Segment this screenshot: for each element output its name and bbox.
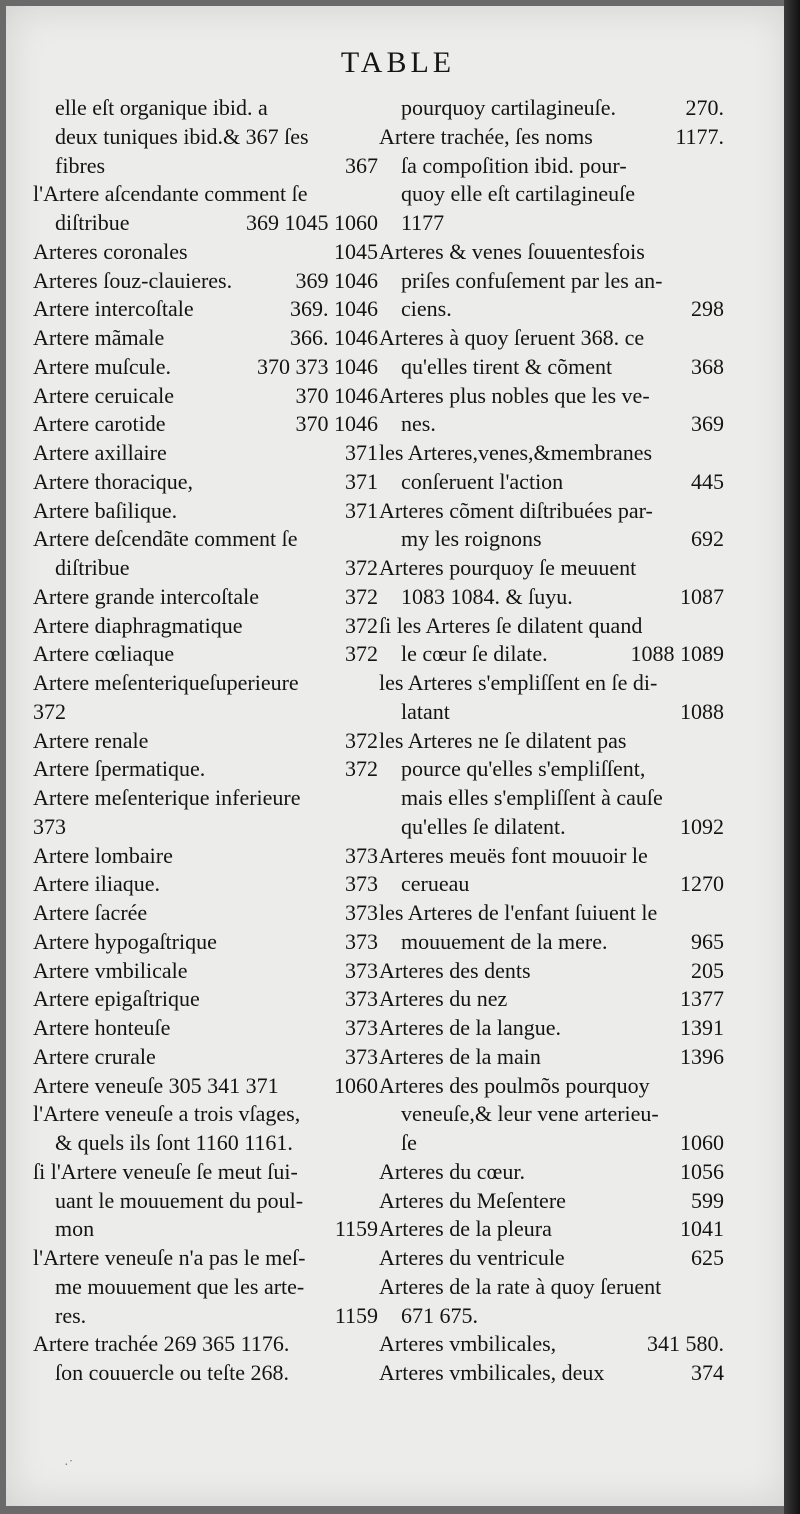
entry-text: fibres [55, 152, 106, 178]
entry-page-numbers: 1088 1089 [630, 641, 724, 667]
running-head: TABLE [340, 46, 456, 79]
entry-text: les Arteres,venes,&membranes [379, 440, 653, 465]
index-entry [33, 267, 378, 296]
index-entry [33, 985, 378, 1014]
index-entry [379, 669, 724, 698]
entry-page-numbers: 373 [345, 986, 378, 1012]
index-entry [33, 1129, 378, 1158]
entry-text: Artere ſpermatique. [33, 756, 206, 782]
entry-text: Arteres vmbilicales, deux [379, 1360, 605, 1385]
entry-text: Artere thoracique, [33, 468, 194, 494]
entry-text: Arteres du cœur. [379, 1158, 526, 1184]
entry-page-numbers: 373 [345, 928, 378, 954]
entry-page-numbers: 371 [345, 497, 378, 523]
index-entry [33, 1273, 378, 1302]
index-entry [33, 209, 378, 238]
index-entry [379, 439, 724, 468]
index-entry [379, 267, 724, 296]
index-entry [33, 928, 378, 957]
index-entry [33, 727, 378, 756]
entry-text: les Arteres ne ſe dilatent pas [379, 727, 627, 753]
entry-text: Artere intercoſtale [33, 296, 194, 322]
entry-page-numbers: 373 [345, 1015, 378, 1040]
entry-text: elle eſt organique ibid. a [55, 95, 268, 120]
entry-text: Artere cœliaque [33, 641, 175, 667]
index-entry [379, 180, 724, 209]
index-entry [33, 238, 378, 267]
entry-page-numbers: 1060 [680, 1130, 724, 1155]
entry-text: mon [55, 1216, 95, 1242]
entry-text: 1177 [401, 210, 445, 235]
index-entry [33, 468, 378, 497]
entry-text: Artere axillaire [33, 440, 167, 465]
entry-text: Artere iliaque. [33, 871, 161, 897]
entry-text: quoy elle eſt cartilagineuſe [401, 181, 635, 207]
entry-text: veneuſe,& leur vene arterieu- [401, 1101, 659, 1127]
entry-text: Arteres plus nobles que les ve- [379, 382, 650, 408]
entry-text: Arteres pourquoy ſe meuuent [379, 555, 637, 580]
entry-text: Artere renale [33, 727, 149, 753]
index-entry [379, 152, 724, 181]
index-entry [379, 985, 724, 1014]
entry-page-numbers: 366. 1046 [290, 325, 378, 350]
entry-text: Artere diaphragmatique [33, 612, 243, 638]
index-entry [379, 1244, 724, 1273]
index-entry [33, 1014, 378, 1043]
entry-page-numbers: 369 [691, 411, 724, 437]
entry-page-numbers: 445 [691, 468, 724, 494]
index-entry [33, 899, 378, 928]
index-entry [33, 612, 378, 641]
index-entry [379, 295, 724, 324]
index-entry [379, 353, 724, 382]
index-entry [33, 123, 378, 152]
entry-page-numbers: 341 580. [647, 1331, 724, 1357]
entry-page-numbers: 369 1046 [295, 267, 378, 293]
index-entry [379, 1359, 724, 1388]
entry-page-numbers: 373 [345, 1043, 378, 1069]
index-entry [379, 1187, 724, 1216]
entry-text: ſon couuercle ou teſte 268. [55, 1360, 289, 1385]
entry-text: ciens. [401, 296, 452, 322]
index-entry [33, 295, 378, 324]
entry-text: Artere trachée, ſes noms [379, 123, 593, 149]
index-entry [379, 123, 724, 152]
index-entry [33, 353, 378, 382]
index-entry [379, 209, 724, 238]
entry-page-numbers: 1159 [334, 1302, 378, 1328]
entry-page-numbers: 369. 1046 [290, 296, 378, 322]
index-entry [33, 698, 378, 727]
index-entry [33, 1330, 378, 1359]
index-entry [379, 755, 724, 784]
index-entry [379, 842, 724, 871]
index-entry [379, 1014, 724, 1043]
index-entry [33, 640, 378, 669]
entry-text: Artere crurale [33, 1043, 156, 1069]
index-entry [33, 755, 378, 784]
entry-text: Artere muſcule. [33, 353, 172, 379]
entry-text: Arteres cõment diſtribuées par- [379, 497, 653, 523]
index-entry [379, 554, 724, 583]
index-entry [379, 1302, 724, 1331]
index-entry [379, 640, 724, 669]
entry-text: les Arteres de l'enfant ſuiuent le [379, 900, 658, 925]
entry-text: diſtribue [55, 210, 130, 235]
index-entry [379, 899, 724, 928]
entry-text: conſeruent l'action [401, 468, 564, 494]
entry-text: deux tuniques ibid.& 367 ſes [55, 123, 309, 149]
entry-page-numbers: 371 [345, 440, 378, 465]
index-entry [33, 1187, 378, 1216]
index-entry [33, 957, 378, 986]
entry-page-numbers: 1159 [334, 1216, 378, 1242]
entry-text: Artere honteuſe [33, 1015, 171, 1040]
entry-text: Artere grande intercoſtale [33, 583, 259, 609]
entry-text: Artere mãmale [33, 325, 165, 350]
entry-page-numbers: 1391 [680, 1015, 724, 1040]
entry-text: qu'elles ſe dilatent. [401, 813, 566, 839]
entry-page-numbers: 370 373 1046 [257, 353, 378, 379]
index-entry [379, 525, 724, 554]
entry-text: Artere baſilique. [33, 497, 178, 523]
entry-page-numbers: 692 [691, 526, 724, 552]
entry-text: Arteres ſouz-clauieres. [33, 267, 233, 293]
entry-page-numbers: 1087 [680, 583, 724, 609]
index-entry [379, 1273, 724, 1302]
entry-text: Artere ſacrée [33, 900, 148, 925]
entry-page-numbers: 270. [685, 95, 724, 120]
index-entry [33, 1072, 378, 1101]
entry-text: ſi les Arteres ſe dilatent quand [379, 612, 643, 638]
entry-text: ſe [401, 1130, 417, 1155]
index-entry [33, 180, 378, 209]
entry-page-numbers: 1056 [680, 1158, 724, 1184]
entry-text: diſtribue [55, 555, 130, 580]
index-entry [33, 410, 378, 439]
entry-page-numbers: 1041 [680, 1216, 724, 1242]
entry-text: res. [55, 1302, 87, 1328]
index-entry [379, 382, 724, 411]
entry-page-numbers: 372 [345, 555, 378, 580]
index-entry [379, 1129, 724, 1158]
entry-text: Arteres de la main [379, 1043, 541, 1069]
entry-text: Arteres des poulmõs pourquoy [379, 1072, 650, 1098]
index-entry [379, 698, 724, 727]
entry-page-numbers: 372 [345, 612, 378, 638]
entry-page-numbers: 372 [345, 727, 378, 753]
index-entry [33, 813, 378, 842]
index-entry [33, 525, 378, 554]
index-entry [33, 842, 378, 871]
entry-page-numbers: 372 [345, 641, 378, 667]
index-entry [33, 439, 378, 468]
entry-page-numbers: 205 [691, 957, 724, 983]
entry-text: les Arteres s'empliſſent en ſe di- [379, 670, 658, 695]
index-entry [33, 382, 378, 411]
entry-text: pource qu'elles s'empliſſent, [401, 756, 646, 782]
entry-page-numbers: 370 1046 [295, 382, 378, 408]
entry-text: mais elles s'empliſſent à cauſe [401, 785, 663, 810]
entry-page-numbers: 1045 [334, 238, 378, 264]
index-entry [379, 612, 724, 641]
entry-text: l'Artere veneuſe a trois vſages, [33, 1101, 301, 1127]
entry-page-numbers: 367 [345, 152, 378, 178]
entry-text: Artere deſcendãte comment ſe [33, 526, 298, 552]
index-entry [33, 324, 378, 353]
index-entry [379, 813, 724, 842]
index-entry [379, 497, 724, 526]
index-entry [33, 1244, 378, 1273]
entry-page-numbers: 298 [691, 296, 724, 322]
index-entry [379, 1072, 724, 1101]
entry-text: my les roignons [401, 526, 542, 552]
index-entry [379, 727, 724, 756]
entry-page-numbers: 1177. [675, 123, 724, 149]
entry-page-numbers: 369 1045 1060 [246, 210, 378, 235]
index-entry [379, 1100, 724, 1129]
entry-text: ſa compoſition ibid. pour- [401, 152, 627, 178]
entry-text: 373 [33, 813, 66, 839]
page-edge-shadow [784, 0, 800, 1514]
entry-text: Artere meſenteriqueſuperieure [33, 670, 299, 695]
index-entry [379, 870, 724, 899]
index-column-right [379, 94, 724, 1434]
index-entry [379, 784, 724, 813]
index-entry [33, 1359, 378, 1388]
index-entry [379, 583, 724, 612]
entry-text: latant [401, 698, 450, 724]
index-entry [33, 1215, 378, 1244]
entry-text: Artere epigaſtrique [33, 986, 200, 1012]
index-entry [379, 468, 724, 497]
index-entry [33, 1100, 378, 1129]
entry-text: 1083 1084. & ſuyu. [401, 583, 573, 609]
ink-smudge: ·˙ [64, 1458, 74, 1473]
entry-text: Arteres de la rate à quoy ſeruent [379, 1273, 662, 1299]
entry-text: Artere lombaire [33, 842, 173, 868]
entry-page-numbers: 625 [691, 1245, 724, 1270]
index-entry [379, 324, 724, 353]
index-entry [33, 1043, 378, 1072]
entry-text: nes. [401, 411, 436, 437]
index-entry [33, 94, 378, 123]
index-entry [379, 410, 724, 439]
entry-text: Artere ceruicale [33, 382, 175, 408]
index-entry [379, 1043, 724, 1072]
entry-text: Artere veneuſe 305 341 371 [33, 1072, 279, 1098]
entry-text: Arteres meuës font mouuoir le [379, 842, 648, 868]
entry-text: me mouuement que les arte- [55, 1273, 305, 1299]
index-entry [33, 554, 378, 583]
entry-text: uant le mouuement du poul- [55, 1187, 304, 1213]
index-entry [379, 928, 724, 957]
entry-text: Arteres du ventricule [379, 1245, 565, 1270]
entry-text: & quels ils ſont 1160 1161. [55, 1130, 293, 1155]
index-entry [379, 1215, 724, 1244]
entry-page-numbers: 965 [691, 928, 724, 954]
entry-page-numbers: 373 [345, 957, 378, 983]
entry-text: pourquoy cartilagineuſe. [401, 95, 617, 120]
index-entry [33, 583, 378, 612]
entry-page-numbers: 1396 [680, 1043, 724, 1069]
entry-text: Arteres du Meſentere [379, 1187, 566, 1213]
entry-text: Arteres du nez [379, 986, 508, 1012]
entry-page-numbers: 371 [345, 468, 378, 494]
entry-text: Arteres & venes ſouuentesfois [379, 238, 645, 264]
entry-text: mouuement de la mere. [401, 928, 608, 954]
entry-text: Arteres de la langue. [379, 1015, 562, 1040]
entry-text: le cœur ſe dilate. [401, 641, 548, 667]
entry-text: l'Artere aſcendante comment ſe [33, 181, 308, 207]
entry-text: Arteres coronales [33, 238, 188, 264]
entry-page-numbers: 368 [691, 353, 724, 379]
entry-page-numbers: 372 [345, 756, 378, 782]
entry-page-numbers: 1088 [680, 698, 724, 724]
entry-text: priſes confuſement par les an- [401, 267, 663, 293]
entry-text: 671 675. [401, 1302, 478, 1328]
entry-text: Artere hypogaſtrique [33, 928, 217, 954]
entry-page-numbers: 374 [691, 1360, 724, 1385]
entry-text: Artere trachée 269 365 1176. [33, 1331, 290, 1357]
index-entry [33, 152, 378, 181]
entry-text: Arteres à quoy ſeruent 368. ce [379, 325, 645, 350]
index-entry [379, 1158, 724, 1187]
entry-text: Artere carotide [33, 411, 166, 437]
book-page [6, 6, 790, 1506]
index-entry [33, 784, 378, 813]
index-entry [33, 1158, 378, 1187]
entry-page-numbers: 372 [345, 583, 378, 609]
entry-page-numbers: 1270 [680, 871, 724, 897]
index-entry [33, 1302, 378, 1331]
index-entry [33, 870, 378, 899]
index-column-left [33, 94, 378, 1434]
entry-page-numbers: 373 [345, 871, 378, 897]
entry-page-numbers: 1377 [680, 986, 724, 1012]
index-entry [33, 497, 378, 526]
entry-page-numbers: 370 1046 [295, 411, 378, 437]
entry-text: ſi l'Artere veneuſe ſe meut ſui- [33, 1158, 298, 1184]
entry-text: cerueau [401, 871, 470, 897]
index-entry [379, 1330, 724, 1359]
entry-text: 372 [33, 698, 66, 724]
entry-page-numbers: 1060 [334, 1072, 378, 1098]
entry-text: Artere meſenterique inferieure [33, 785, 301, 810]
entry-text: Arteres vmbilicales, [379, 1331, 557, 1357]
entry-text: l'Artere veneuſe n'a pas le meſ- [33, 1245, 306, 1270]
entry-text: Artere vmbilicale [33, 957, 188, 983]
entry-text: Arteres des dents [379, 957, 531, 983]
entry-page-numbers: 1092 [680, 813, 724, 839]
entry-text: Arteres de la pleura [379, 1216, 552, 1242]
index-entry [379, 94, 724, 123]
entry-page-numbers: 373 [345, 900, 378, 925]
index-entry [379, 238, 724, 267]
entry-text: qu'elles tirent & cõment [401, 353, 613, 379]
index-entry [379, 957, 724, 986]
index-entry [33, 669, 378, 698]
entry-page-numbers: 373 [345, 842, 378, 868]
entry-page-numbers: 599 [691, 1187, 724, 1213]
